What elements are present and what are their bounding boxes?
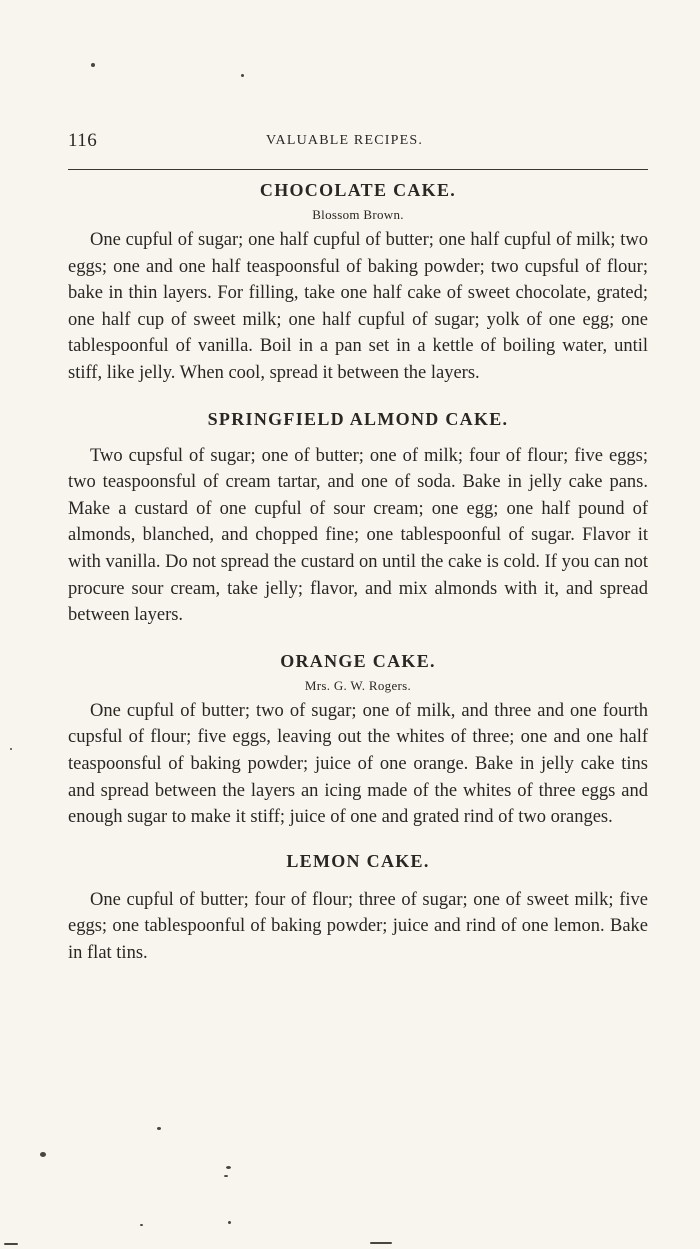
recipe-title: ORANGE CAKE. xyxy=(280,650,436,671)
recipe-text: One cupful of sugar; one half cupful of butter; one half cupful of milk; two eggs; one and one half teaspoonsful of baking powder; two cupsful of flour; bake in thin layers. For filling, take one half cake of sweet chocolate, grated; one half cup of sweet milk; one half cupful of sugar; yolk of one egg; one tablespoonful of vanilla. Boil in a pan set in a kettle of boiling water, until stiff, like jelly. When cool, spread it between the layers. xyxy=(68,230,648,383)
scan-speck xyxy=(370,1242,392,1244)
page-content xyxy=(68,176,648,966)
scan-speck xyxy=(4,1243,18,1245)
scan-speck xyxy=(228,1221,231,1224)
recipe-lemon-cake xyxy=(68,847,648,967)
page-number: 116 xyxy=(68,130,98,151)
header-rule xyxy=(68,169,648,170)
book-page xyxy=(68,0,648,1249)
scan-speck xyxy=(10,748,12,750)
recipe-orange-cake xyxy=(68,647,648,831)
running-header xyxy=(68,130,648,154)
scan-speck xyxy=(91,63,95,67)
scan-speck xyxy=(224,1175,228,1177)
scan-speck xyxy=(40,1152,46,1157)
recipe-title: LEMON CAKE. xyxy=(286,850,430,871)
recipe-title: SPRINGFIELD ALMOND CAKE. xyxy=(207,408,509,429)
recipe-text: One cupful of butter; four of flour; three of sugar; one of sweet milk; five eggs; one tablespoonful of baking powder; juice and rind of one lemon. Bake in flat tins. xyxy=(68,889,648,963)
recipe-text: Two cupsful of sugar; one of butter; one of milk; four of flour; five eggs; two teaspoonsful of cream tartar, and one of soda. Bake in jelly cake pans. Make a custard of one cupful of sour cream; one egg; one half pound of almonds, blanched, and chopped fine; one tablespoonful of sugar. Flavor it with vanilla. Do not spread the custard on until the cake is cold. If you can not procure sour cream, take jelly; flavor, and mix almonds with it, and spread between layers. xyxy=(68,445,648,626)
recipe-author: Mrs. G. W. Rogers. xyxy=(304,677,412,693)
scan-speck xyxy=(157,1127,161,1130)
recipe-text: One cupful of butter; two of sugar; one of milk, and three and one fourth cupsful of flour; five eggs, leaving out the whites of three; one and one half teaspoonsful of baking powder; juice of one orange. Bake in jelly cake tins and spread between the layers an icing made of the whites of three eggs and enough sugar to make it stiff; juice of one and grated rind of two oranges. xyxy=(68,700,648,828)
recipe-title: CHOCOLATE CAKE. xyxy=(259,180,457,200)
scan-speck xyxy=(140,1224,143,1226)
recipe-author: Blossom Brown. xyxy=(312,207,404,222)
recipe-springfield-almond-cake xyxy=(68,405,648,629)
recipe-chocolate-cake xyxy=(68,176,648,387)
scan-speck xyxy=(241,74,244,77)
running-title: VALUABLE RECIPES. xyxy=(266,133,424,148)
scan-speck xyxy=(226,1166,231,1169)
